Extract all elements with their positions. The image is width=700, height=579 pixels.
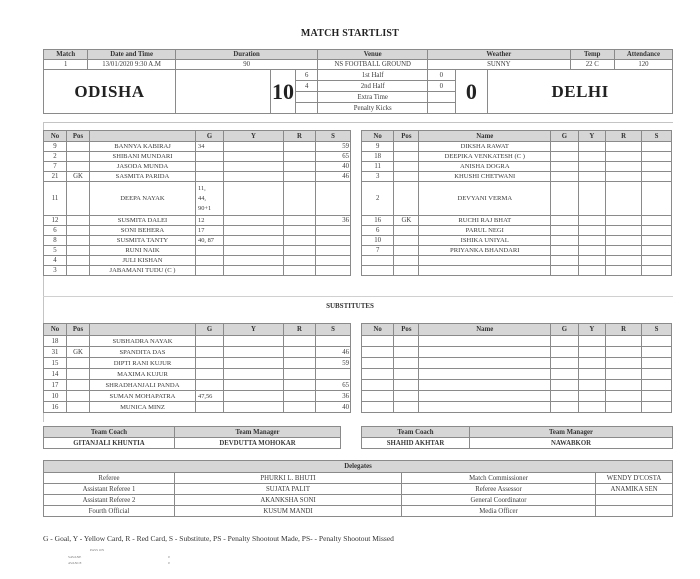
player-yellow [224, 246, 284, 256]
player-yellow [224, 256, 284, 266]
header-venue: Venue [318, 50, 428, 60]
player-sub: 36 [316, 391, 351, 402]
delegate-role: Referee Assessor [402, 484, 596, 495]
table-row [362, 336, 672, 347]
delegate-row [44, 473, 673, 484]
player-no: 16 [44, 402, 67, 413]
home-penalty-kicks [296, 103, 318, 114]
player-sub [316, 236, 351, 246]
player-no: 7 [44, 162, 67, 172]
delegate-name [596, 506, 673, 517]
away-coach-label: Team Coach [362, 427, 470, 438]
delegate-name: KUSUM MANDI [175, 506, 402, 517]
table-row [44, 402, 351, 413]
table-row [44, 358, 351, 369]
player-name: ANISHA DOGRA [419, 162, 551, 172]
player-name: PRIYANKA BHANDARI [419, 246, 551, 256]
home-col-no: No [44, 131, 67, 142]
table-row [44, 336, 351, 347]
delegates-title: Delegates [44, 461, 673, 473]
table-row [362, 246, 672, 256]
player-goals [196, 358, 224, 369]
player-sub: 40 [316, 402, 351, 413]
table-row [44, 256, 351, 266]
player-pos [394, 182, 419, 216]
player-name: SASMITA PARIDA [90, 172, 196, 182]
away-1st-half: 0 [428, 70, 455, 81]
table-row [362, 162, 672, 172]
player-no: 14 [44, 369, 67, 380]
period-2nd-half: 2nd Half [318, 81, 428, 92]
player-no: 18 [362, 152, 394, 162]
player-pos [67, 369, 90, 380]
match-attendance: 120 [614, 60, 672, 70]
away-col-pos: Pos [394, 131, 419, 142]
player-pos [394, 246, 419, 256]
player-yellow [224, 182, 284, 216]
away-penalty-kicks [428, 103, 455, 114]
substitutes-title: SUBSTITUTES [326, 302, 374, 310]
player-name: SUSMITA DALEI [90, 216, 196, 226]
home-coach-name: GITANJALI KHUNTIA [44, 438, 175, 449]
player-no: 11 [44, 182, 67, 216]
table-row [362, 142, 672, 152]
legend-text: G - Goal, Y - Yellow Card, R - Red Card, S - Substitute, PS - Penalty Shootout Made, PS- - Penalty Shootout Missed [43, 534, 394, 543]
footnote-label: AVANCE [68, 561, 82, 565]
table-row [44, 236, 351, 246]
home-col-s: S [316, 131, 351, 142]
table-row [44, 142, 351, 152]
player-pos [394, 236, 419, 246]
player-goals: 47,56 [196, 391, 224, 402]
player-name: MAXIMA KUJUR [90, 369, 196, 380]
player-red [284, 236, 316, 246]
player-goals: 17 [196, 226, 224, 236]
player-no: 11 [362, 162, 394, 172]
match-duration: 90 [175, 60, 317, 70]
player-sub: 46 [316, 172, 351, 182]
match-venue: NS FOOTBALL GROUND [318, 60, 428, 70]
table-row [362, 402, 672, 413]
home-col-name [90, 131, 196, 142]
subs-col-g: G [196, 324, 224, 336]
player-name: SHIBANI MUNDARI [90, 152, 196, 162]
player-name: SPANDITA DAS [90, 347, 196, 358]
player-no: 4 [44, 256, 67, 266]
table-row [362, 347, 672, 358]
subs-col-s: S [316, 324, 351, 336]
player-yellow [224, 216, 284, 226]
away-subs-table [361, 323, 672, 413]
player-sub [316, 256, 351, 266]
player-red [284, 142, 316, 152]
player-name: SONI BEHERA [90, 226, 196, 236]
player-pos [67, 226, 90, 236]
player-no: 2 [362, 182, 394, 216]
player-no: 10 [44, 391, 67, 402]
player-pos [67, 256, 90, 266]
player-pos [67, 236, 90, 246]
player-yellow [224, 172, 284, 182]
player-pos [67, 142, 90, 152]
player-name: SUMAN MOHAPATRA [90, 391, 196, 402]
away-subs-col-pos: Pos [394, 324, 419, 336]
player-no: 18 [44, 336, 67, 347]
player-pos [67, 391, 90, 402]
player-sub: 59 [316, 142, 351, 152]
player-goals: 34 [196, 142, 224, 152]
header-weather: Weather [428, 50, 570, 60]
divider-line [43, 296, 673, 297]
player-red [284, 256, 316, 266]
player-pos [67, 216, 90, 226]
player-no: 31 [44, 347, 67, 358]
player-goals [196, 172, 224, 182]
away-subs-col-r: R [606, 324, 642, 336]
away-subs-col-no: No [362, 324, 394, 336]
player-sub: 65 [316, 152, 351, 162]
away-col-r: R [606, 131, 642, 142]
delegate-row [44, 484, 673, 495]
player-name: JABAMANI TUDU (C ) [90, 266, 196, 276]
table-row [362, 256, 672, 266]
player-yellow [224, 142, 284, 152]
player-name: SHRADHANJALI PANDA [90, 380, 196, 391]
player-name: SUSMITA TANTY [90, 236, 196, 246]
player-no: 5 [44, 246, 67, 256]
away-team-name: DELHI [488, 70, 673, 114]
player-pos [67, 162, 90, 172]
player-pos [67, 358, 90, 369]
player-pos: GK [67, 347, 90, 358]
delegate-name: ANAMIKA SEN [596, 484, 673, 495]
table-row [44, 226, 351, 236]
player-pos [67, 336, 90, 347]
player-pos: GK [67, 172, 90, 182]
away-extra-time [428, 92, 455, 103]
delegate-role: Match Commissioner [402, 473, 596, 484]
player-name: SUBHADRA NAYAK [90, 336, 196, 347]
player-red [284, 152, 316, 162]
player-pos [394, 162, 419, 172]
home-lineup-table [43, 130, 351, 276]
match-weather: SUNNY [428, 60, 570, 70]
panel-divider [43, 122, 673, 123]
delegate-name: PHURKI L. BHUTI [175, 473, 402, 484]
player-goals [196, 402, 224, 413]
home-col-g: G [196, 131, 224, 142]
table-row [362, 216, 672, 226]
period-1st-half: 1st Half [318, 70, 428, 81]
player-goals [196, 182, 224, 216]
player-no: 2 [44, 152, 67, 162]
match-info-table [43, 49, 673, 114]
player-yellow [224, 266, 284, 276]
player-sub [316, 369, 351, 380]
table-row [362, 369, 672, 380]
player-name: ISHIKA UNIYAL [419, 236, 551, 246]
player-goals [196, 162, 224, 172]
player-yellow [224, 162, 284, 172]
table-row [44, 152, 351, 162]
player-red [284, 266, 316, 276]
home-coach-label: Team Coach [44, 427, 175, 438]
table-row [44, 172, 351, 182]
player-red [284, 182, 316, 216]
footnote-header: PASS ON [90, 548, 104, 552]
away-subs-col-y: Y [578, 324, 606, 336]
player-no: 10 [362, 236, 394, 246]
document-title: MATCH STARTLIST [300, 28, 400, 39]
player-name: PARUL NEGI [419, 226, 551, 236]
subs-col-y: Y [224, 324, 284, 336]
player-name: MUNICA MINZ [90, 402, 196, 413]
away-2nd-half: 0 [428, 81, 455, 92]
player-pos [394, 142, 419, 152]
player-pos [394, 226, 419, 236]
table-row [362, 358, 672, 369]
player-pos [67, 152, 90, 162]
player-sub: 59 [316, 358, 351, 369]
table-row [44, 347, 351, 358]
player-no: 6 [44, 226, 67, 236]
home-team-name: ODISHA [44, 70, 176, 114]
player-pos [67, 246, 90, 256]
player-sub [316, 246, 351, 256]
player-name: DEVYANI VERMA [419, 182, 551, 216]
footnote-value: 0 [168, 561, 170, 565]
player-sub [316, 182, 351, 216]
player-red [284, 246, 316, 256]
player-sub: 46 [316, 347, 351, 358]
table-row [44, 380, 351, 391]
table-row [362, 172, 672, 182]
home-score: 10 [270, 70, 295, 114]
delegate-row [44, 495, 673, 506]
table-row [44, 369, 351, 380]
away-manager-label: Team Manager [470, 427, 673, 438]
home-2nd-half: 4 [296, 81, 318, 92]
goal-time: 90+1 [198, 204, 212, 212]
delegate-role: Media Officer [402, 506, 596, 517]
delegate-role: Fourth Official [44, 506, 175, 517]
delegate-name: SUJATA PALIT [175, 484, 402, 495]
home-extra-time [296, 92, 318, 103]
player-yellow [224, 236, 284, 246]
away-score: 0 [455, 70, 488, 114]
player-goals [196, 347, 224, 358]
home-staff-table [43, 426, 341, 449]
away-subs-col-g: G [551, 324, 579, 336]
home-1st-half: 6 [296, 70, 318, 81]
delegate-role: Assistant Referee 2 [44, 495, 175, 506]
table-row [362, 266, 672, 276]
player-no: 9 [44, 142, 67, 152]
goal-time: 44, [198, 194, 206, 202]
home-col-r: R [284, 131, 316, 142]
player-name: BANNYA KABIRAJ [90, 142, 196, 152]
subs-col-name [90, 324, 196, 336]
delegate-row [44, 506, 673, 517]
delegate-name: WENDY D'COSTA [596, 473, 673, 484]
table-row [362, 236, 672, 246]
footnote-value: 0 [168, 555, 170, 559]
delegate-role: Referee [44, 473, 175, 484]
player-name: RUCHI RAJ BHAT [419, 216, 551, 226]
player-no: 12 [44, 216, 67, 226]
home-manager-name: DEVDUTTA MOHOKAR [175, 438, 341, 449]
away-col-name: Name [419, 131, 551, 142]
table-row [44, 266, 351, 276]
home-manager-label: Team Manager [175, 427, 341, 438]
player-no: 21 [44, 172, 67, 182]
player-name: DEEPA NAYAK [90, 182, 196, 216]
player-goals [196, 380, 224, 391]
away-staff-table [361, 426, 673, 449]
delegates-table [43, 460, 673, 517]
player-sub: 40 [316, 162, 351, 172]
period-penalty-kicks: Penalty Kicks [318, 103, 428, 114]
player-no: 3 [362, 172, 394, 182]
player-no: 15 [44, 358, 67, 369]
home-col-y: Y [224, 131, 284, 142]
player-goals [196, 336, 224, 347]
away-subs-col-name: Name [419, 324, 551, 336]
player-name: RUNI NAIK [90, 246, 196, 256]
player-sub [316, 336, 351, 347]
away-col-no: No [362, 131, 394, 142]
subs-col-r: R [284, 324, 316, 336]
away-manager-name: NAWABKOR [470, 438, 673, 449]
player-pos: GK [394, 216, 419, 226]
delegate-name: AKANKSHA SONI [175, 495, 402, 506]
subs-col-pos: Pos [67, 324, 90, 336]
player-name: DIKSHA RAWAT [419, 142, 551, 152]
player-name: DEEPIKA VENKATESH (C ) [419, 152, 551, 162]
table-row [362, 152, 672, 162]
delegate-role: General Coordinator [402, 495, 596, 506]
player-pos [67, 182, 90, 216]
player-no: 9 [362, 142, 394, 152]
match-number: 1 [44, 60, 88, 70]
player-red [284, 216, 316, 226]
header-attendance: Attendance [614, 50, 672, 60]
player-goals [196, 152, 224, 162]
table-row [362, 391, 672, 402]
player-name: JULI KISHAN [90, 256, 196, 266]
match-temp: 22 C [570, 60, 614, 70]
home-col-pos: Pos [67, 131, 90, 142]
player-pos [67, 380, 90, 391]
player-goals [196, 369, 224, 380]
player-goals [196, 256, 224, 266]
delegate-name [596, 495, 673, 506]
player-no: 6 [362, 226, 394, 236]
player-pos [67, 266, 90, 276]
player-name: JASODA MUNDA [90, 162, 196, 172]
table-row [44, 162, 351, 172]
home-subs-table [43, 323, 351, 413]
player-red [284, 162, 316, 172]
player-goals [196, 246, 224, 256]
table-row [362, 226, 672, 236]
player-sub: 65 [316, 380, 351, 391]
player-yellow [224, 226, 284, 236]
period-extra-time: Extra Time [318, 92, 428, 103]
player-goals: 12 [196, 216, 224, 226]
header-duration: Duration [175, 50, 317, 60]
delegate-role: Assistant Referee 1 [44, 484, 175, 495]
away-col-y: Y [578, 131, 606, 142]
player-no: 16 [362, 216, 394, 226]
player-sub [316, 226, 351, 236]
table-row [362, 182, 672, 216]
player-no: 3 [44, 266, 67, 276]
player-red [284, 226, 316, 236]
away-lineup-table [361, 130, 672, 276]
header-temp: Temp [570, 50, 614, 60]
goal-time: 11, [198, 184, 206, 192]
away-col-s: S [642, 131, 672, 142]
table-row [362, 380, 672, 391]
player-pos [67, 402, 90, 413]
player-name: KHUSHI CHETWANI [419, 172, 551, 182]
player-no: 17 [44, 380, 67, 391]
table-row [44, 391, 351, 402]
table-row [44, 246, 351, 256]
away-subs-col-s: S [642, 324, 672, 336]
table-row [44, 216, 351, 226]
player-no: 7 [362, 246, 394, 256]
player-goals [196, 266, 224, 276]
player-sub: 36 [316, 216, 351, 226]
player-sub [316, 266, 351, 276]
match-date-time: 13/01/2020 9:30 A.M [88, 60, 176, 70]
subs-col-no: No [44, 324, 67, 336]
player-yellow [224, 152, 284, 162]
player-name: DIPTI RANI KUJUR [90, 358, 196, 369]
player-goals: 40, 87 [196, 236, 224, 246]
header-match: Match [44, 50, 88, 60]
player-pos [394, 172, 419, 182]
player-red [284, 172, 316, 182]
player-no: 8 [44, 236, 67, 246]
header-date-time: Date and Time [88, 50, 176, 60]
away-col-g: G [551, 131, 579, 142]
away-coach-name: SHAHID AKHTAR [362, 438, 470, 449]
footnote-label: SAVANE [68, 555, 82, 559]
table-row [44, 182, 351, 216]
player-pos [394, 152, 419, 162]
